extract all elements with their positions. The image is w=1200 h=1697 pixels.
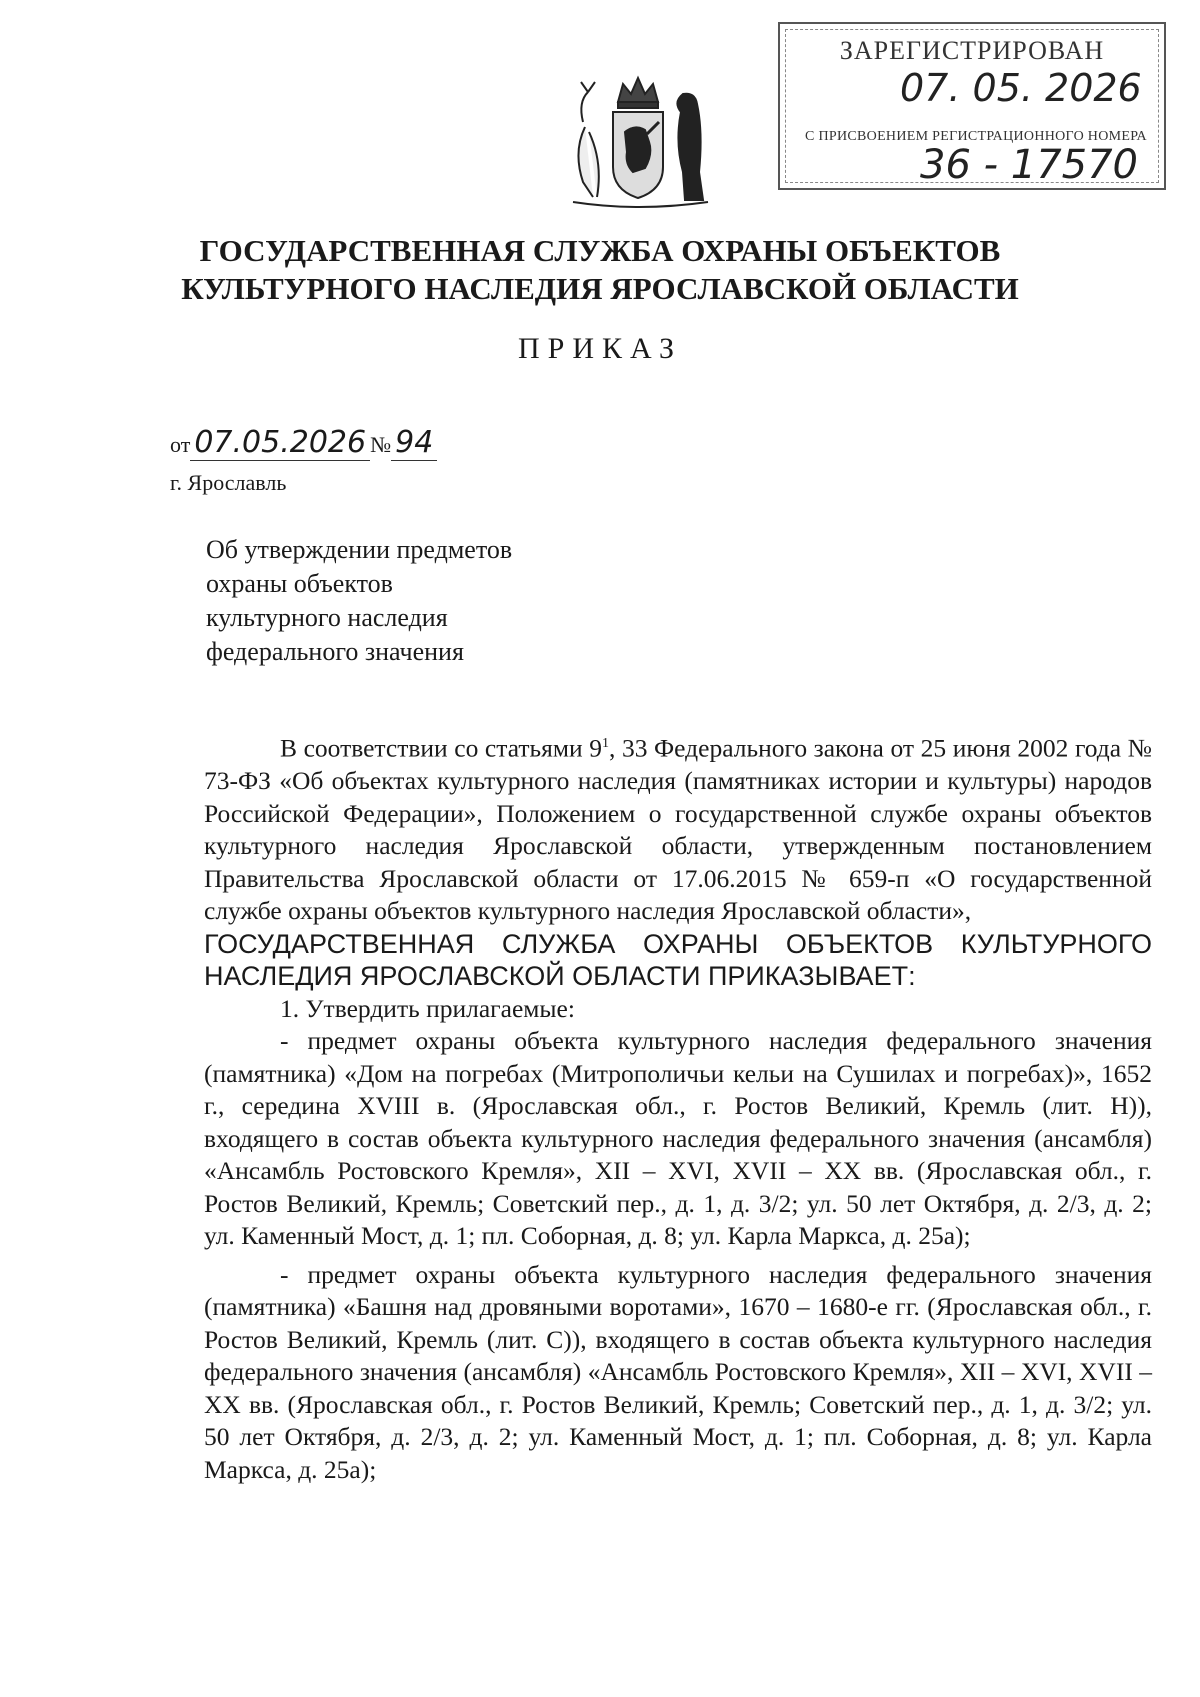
registration-stamp <box>778 22 1166 190</box>
organization-name <box>150 232 1050 308</box>
document-type: ПРИКАЗ <box>518 332 682 365</box>
order-date-prefix: от <box>170 432 191 457</box>
preamble-text-start: В соответствии со статьями 9 <box>280 733 602 763</box>
stamp-registration-number: 36 - 17570 <box>920 142 1139 188</box>
stamp-title: ЗАРЕГИСТРИРОВАН <box>839 36 1105 65</box>
item-1: 1. Утвердить прилагаемые: <box>280 993 575 1023</box>
order-directive: ГОСУДАРСТВЕННАЯ СЛУЖБА ОХРАНЫ ОБЪЕКТОВ КУЛЬТУРНОГО НАСЛЕДИЯ ЯРОСЛАВСКОЙ ОБЛАСТИ ПРИКАЗЫВАЕТ: <box>204 928 1152 991</box>
item-1-subitem-a: - предмет охраны объекта культурного наследия федерального значения (памятника) «Дом на погребах (Митрополичьи кельи на Сушилах и погребах)», 1652 г., середина XVIII в. (Ярославская обл., г. Ростов Великий, Кремль (лит. Н)), входящего в состав объекта культурного наследия федерального значения (ансамбля) «Ансамбль Ростовского Кремля», XII – XVI, XVII – XX вв. (Ярославская обл., г. Ростов Великий, Кремль; Советский пер., д. 1, д. 3/2; ул. 50 лет Октября, д. 2/3, д. 2; ул. Каменный Мост, д. 1; пл. Соборная, д. 8; ул. Карла Маркса, д. 25а); <box>204 1026 1152 1250</box>
item-1-subitem-b: - предмет охраны объекта культурного наследия федерального значения (памятника) «Башня над дровяными воротами», 1670 – 1680-е гг. (Ярославская обл., г. Ростов Великий, Кремль (лит. С)), входящего в состав объекта культурного наследия федерального значения (ансамбля) «Ансамбль Ростовского Кремля», XII – XVI, XVII – XX вв. (Ярославская обл., г. Ростов Великий, Кремль; Советский пер., д. 1, д. 3/2; ул. 50 лет Октября, д. 2/3, д. 2; ул. Каменный Мост, д. 1; пл. Соборная, д. 8; ул. Карла Маркса, д. 25а); <box>204 1259 1152 1484</box>
coat-of-arms-icon <box>563 72 713 212</box>
order-city: г. Ярославль <box>170 470 287 495</box>
subject-line-1: Об утверждении предметов <box>206 535 513 564</box>
order-subject <box>206 533 512 669</box>
preamble-paragraph <box>204 728 1152 928</box>
organization-name-line-2: КУЛЬТУРНОГО НАСЛЕДИЯ ЯРОСЛАВСКОЙ ОБЛАСТИ <box>181 271 1019 306</box>
order-number-prefix: № <box>370 432 392 457</box>
organization-name-line-1: ГОСУДАРСТВЕННАЯ СЛУЖБА ОХРАНЫ ОБЪЕКТОВ <box>199 233 1001 268</box>
stamp-subtitle: С ПРИСВОЕНИЕМ РЕГИСТРАЦИОННОГО НОМЕРА <box>805 129 1147 144</box>
preamble-text-rest: , 33 Федерального закона от 25 июня 2002 года № 73-ФЗ «Об объектах культурного наследия (памятниках истории и культуры) народов Российской Федерации», Положением о государственной службе охраны объектов культурного наследия Ярославской области, утвержденным постановлением Правительства Ярославской области от 17.06.2015 № 659-п «О государственной службе охраны объектов культурного наследия Ярославской области», <box>204 733 1152 925</box>
article-superscript: 1 <box>601 736 609 751</box>
subject-line-3: культурного наследия <box>206 603 448 632</box>
order-date: 07.05.2026 <box>190 425 370 461</box>
subject-line-2: охраны объектов <box>206 569 393 598</box>
order-body <box>204 728 1152 1486</box>
subject-line-4: федерального значения <box>206 637 464 666</box>
stamp-registration-date: 07. 05. 2026 <box>900 66 1142 110</box>
order-number-line <box>170 425 467 460</box>
order-number: 94 <box>391 425 437 461</box>
